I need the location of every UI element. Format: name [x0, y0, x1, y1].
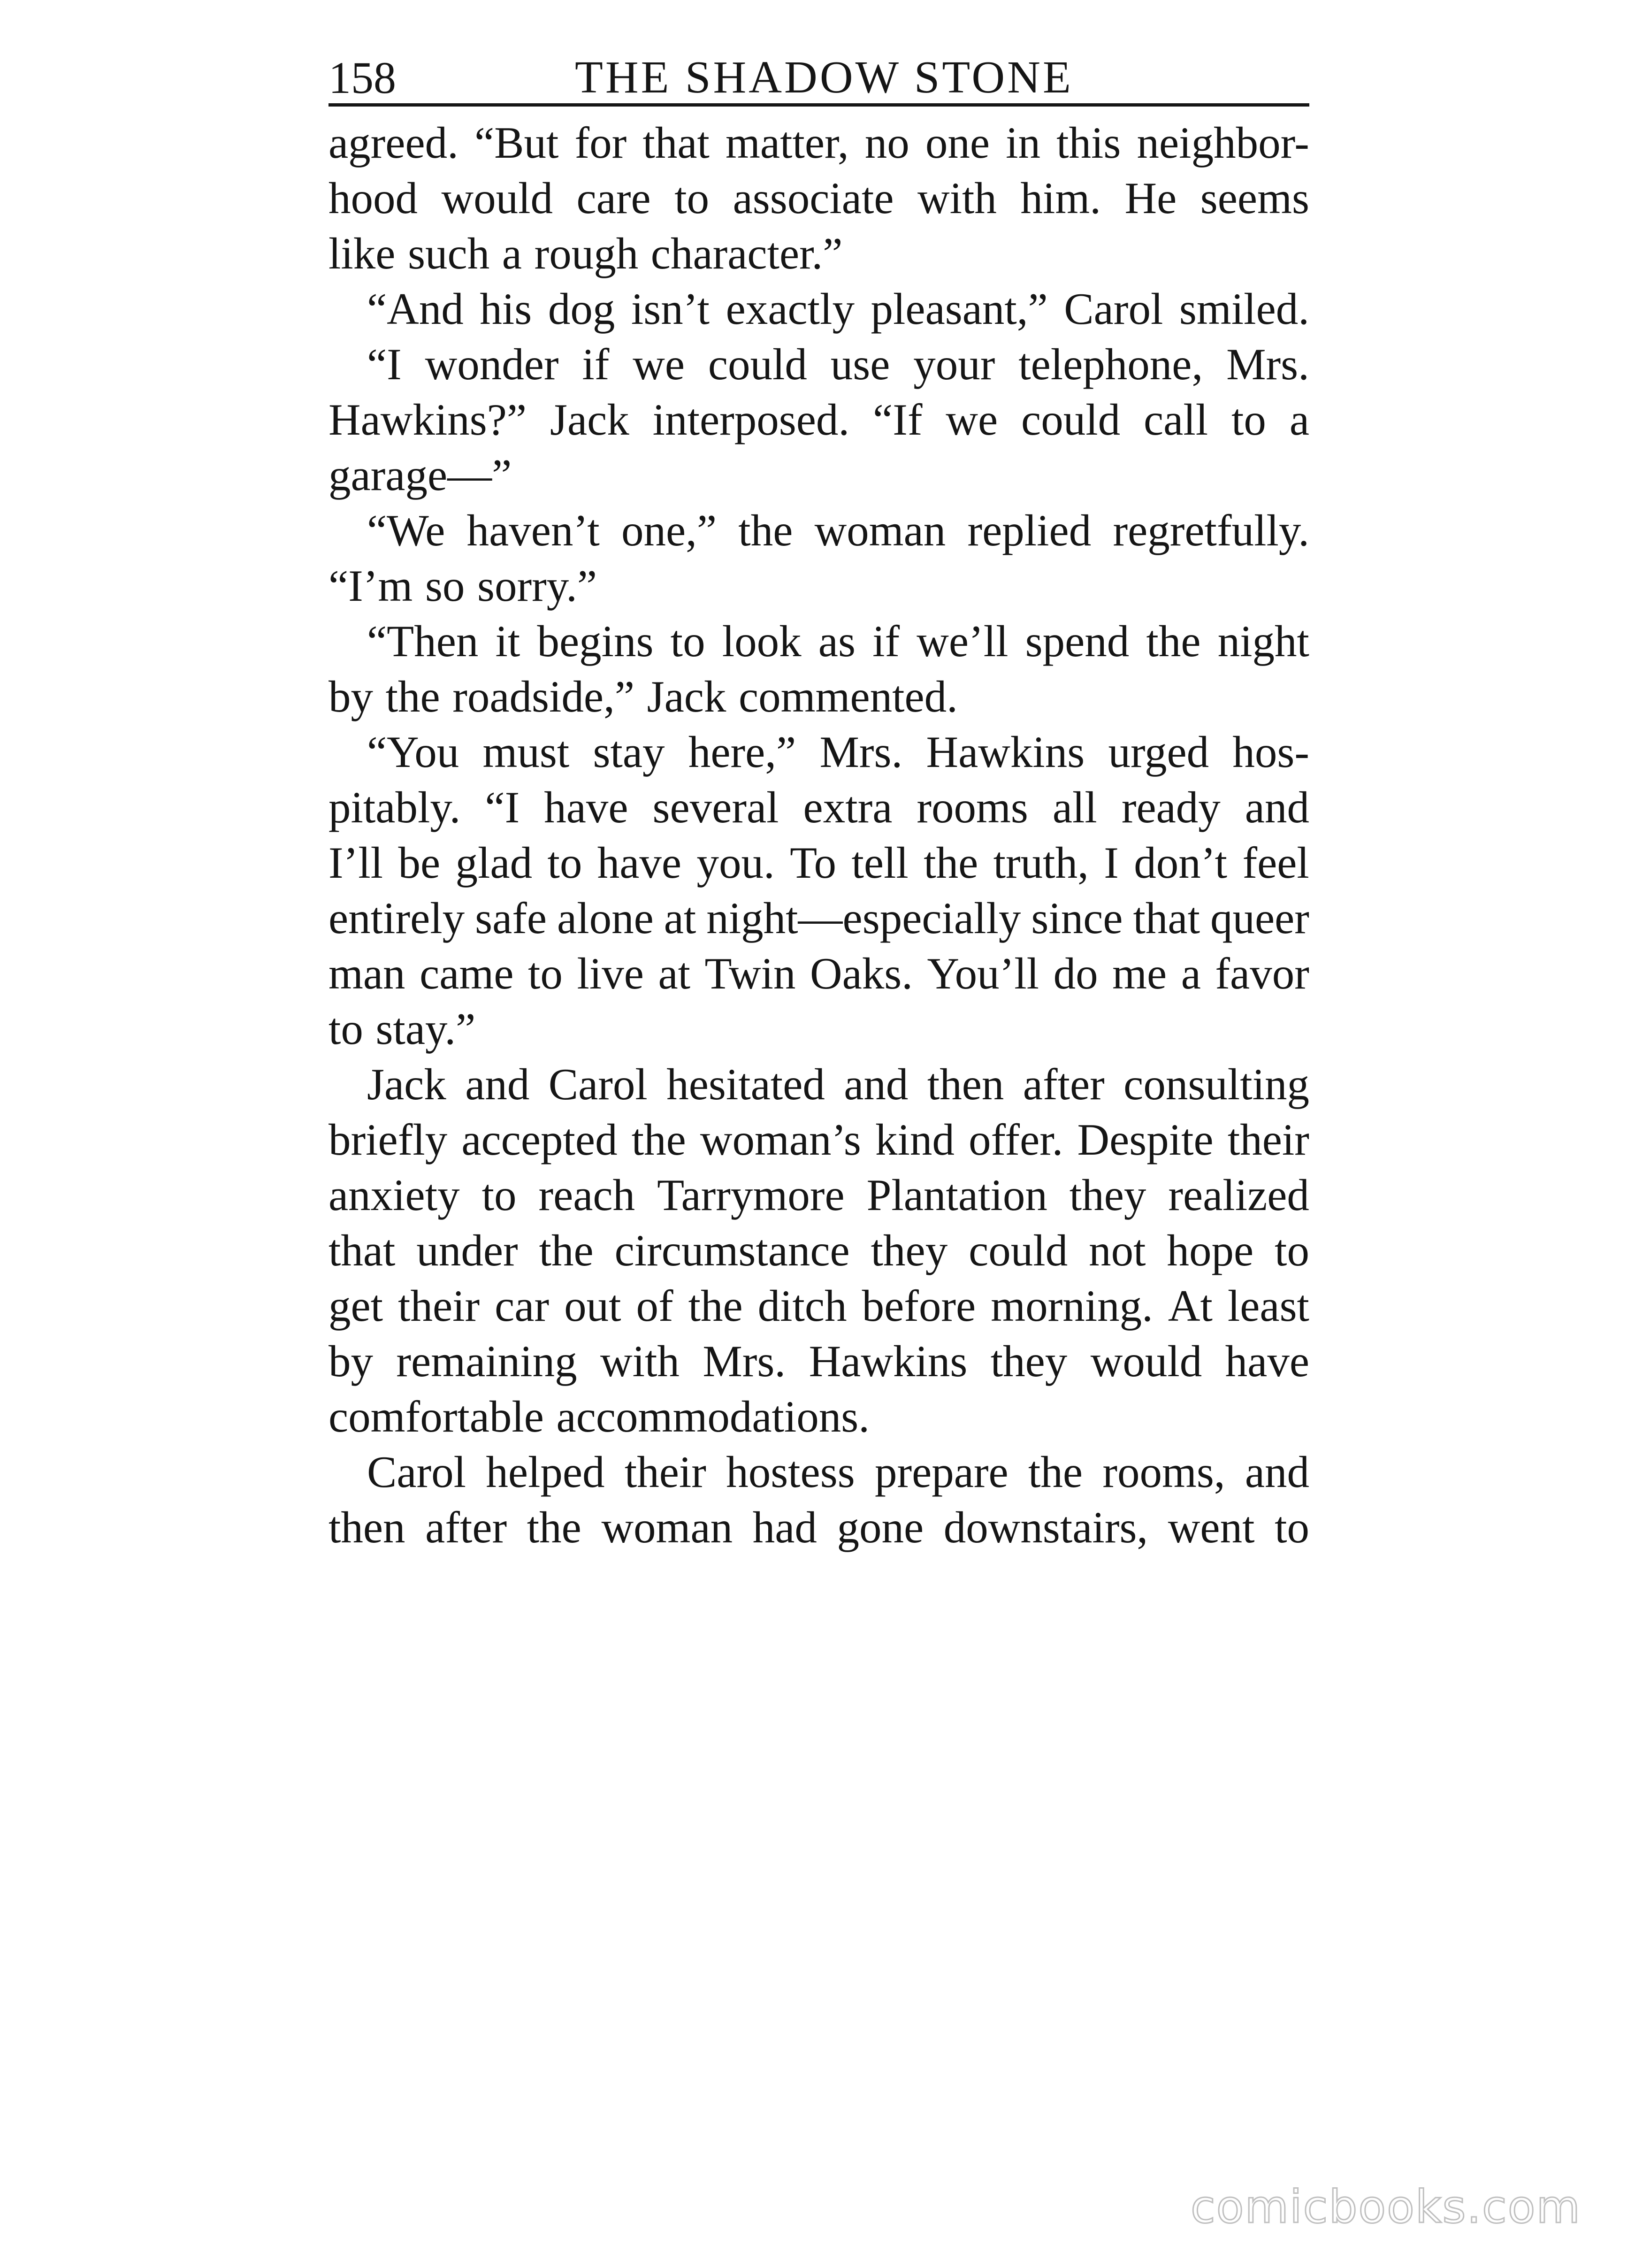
- word: call: [1144, 395, 1208, 444]
- word: at: [664, 893, 696, 943]
- word: glad: [455, 838, 533, 888]
- word: the: [1028, 1447, 1083, 1497]
- word: and: [465, 1059, 530, 1109]
- word: and: [1245, 782, 1309, 832]
- word: At: [1168, 1281, 1213, 1331]
- word: him.: [1020, 173, 1101, 223]
- word: since: [1031, 893, 1123, 943]
- text-line: [329, 1001, 1309, 1057]
- text-line: [329, 890, 1309, 946]
- word: as: [818, 616, 856, 666]
- word: we: [946, 395, 998, 444]
- word: to: [1275, 1502, 1309, 1552]
- word: the: [1146, 616, 1201, 666]
- word: the: [539, 1226, 594, 1275]
- word: to: [528, 949, 563, 998]
- word: a: [1181, 949, 1201, 998]
- word: to: [670, 616, 705, 666]
- text-line: [329, 392, 1309, 447]
- word: a: [502, 229, 522, 278]
- text-line: [329, 1167, 1309, 1223]
- word: such: [408, 229, 490, 278]
- word: matter,: [726, 118, 849, 168]
- word: queer: [1210, 893, 1309, 943]
- word: anxiety: [329, 1170, 460, 1220]
- word: all: [1052, 782, 1097, 832]
- word: so: [425, 561, 465, 611]
- running-head: [329, 45, 1309, 107]
- word: Carol: [548, 1059, 648, 1109]
- word: “But: [474, 118, 559, 168]
- word: went: [1168, 1502, 1255, 1552]
- text-line: [329, 1389, 1309, 1444]
- word: this: [1056, 118, 1121, 168]
- word: Hawkins?”: [329, 395, 527, 444]
- word: Mrs.: [1226, 339, 1309, 389]
- word: ready: [1121, 782, 1221, 832]
- word: they: [990, 1336, 1068, 1386]
- word: stay: [593, 727, 665, 777]
- word: gone: [837, 1502, 924, 1552]
- word: would: [441, 173, 553, 223]
- word: the: [527, 1502, 581, 1552]
- word: replied: [967, 506, 1092, 555]
- word: could: [708, 339, 807, 389]
- word: rooms: [917, 782, 1028, 832]
- word: rough: [534, 229, 639, 278]
- word: with: [917, 173, 997, 223]
- word: comfortable: [329, 1392, 544, 1441]
- word: the: [688, 1281, 743, 1331]
- text-line: [329, 724, 1309, 780]
- word: hesitated: [666, 1059, 825, 1109]
- word: interposed.: [652, 395, 850, 444]
- text-line: [329, 281, 1309, 337]
- word: extra: [803, 782, 893, 832]
- word: favor: [1215, 949, 1309, 998]
- word: at: [658, 949, 691, 998]
- word: Carol: [1064, 284, 1163, 334]
- word: to: [481, 1170, 517, 1220]
- word: pleasant,”: [871, 284, 1048, 334]
- word: their: [1227, 1115, 1309, 1165]
- word: Oaks.: [810, 949, 913, 998]
- word: begins: [537, 616, 654, 666]
- word: if: [582, 339, 610, 389]
- word: woman: [814, 506, 946, 555]
- text-line: [329, 946, 1309, 1001]
- word: Despite: [1077, 1115, 1214, 1165]
- word: of: [636, 1281, 673, 1331]
- word: they: [871, 1226, 948, 1275]
- word: Mrs.: [703, 1336, 786, 1386]
- word: came: [420, 949, 514, 998]
- text-line: [329, 1057, 1309, 1112]
- running-title: THE SHADOW STONE: [575, 52, 1073, 103]
- word: they: [1069, 1170, 1146, 1220]
- word: character.”: [650, 229, 843, 278]
- word: remaining: [396, 1336, 577, 1386]
- word: not: [1089, 1226, 1146, 1275]
- word: accepted: [461, 1115, 618, 1165]
- word: after: [1023, 1059, 1105, 1109]
- word: must: [482, 727, 570, 777]
- word: I’ll: [329, 838, 383, 888]
- word: circumstance: [614, 1226, 850, 1275]
- word: like: [329, 229, 396, 278]
- word: “I: [367, 339, 402, 389]
- text-line: [329, 669, 1309, 724]
- word: exactly: [726, 284, 855, 334]
- word: one,”: [621, 506, 717, 555]
- word: the: [738, 506, 793, 555]
- word: me: [1112, 949, 1167, 998]
- word: that: [642, 118, 710, 168]
- word: get: [329, 1281, 383, 1331]
- word: out: [564, 1281, 621, 1331]
- text-line: [329, 170, 1309, 226]
- word: smiled.: [1179, 284, 1309, 334]
- text-line: [329, 115, 1309, 170]
- word: Jack: [367, 1059, 446, 1109]
- word: woman: [601, 1502, 733, 1552]
- word: the: [631, 1115, 686, 1165]
- word: telephone,: [1018, 339, 1203, 389]
- word: morning.: [991, 1281, 1153, 1331]
- word: that: [1133, 893, 1200, 943]
- text-line: [329, 1333, 1309, 1389]
- word: prepare: [874, 1447, 1009, 1497]
- word: garage—”: [329, 450, 512, 500]
- word: you.: [696, 838, 775, 888]
- word: and: [1245, 1447, 1309, 1497]
- word: hope: [1167, 1226, 1254, 1275]
- word: realized: [1168, 1170, 1309, 1220]
- word: regretfully.: [1113, 506, 1309, 555]
- word: briefly: [329, 1115, 448, 1165]
- text-line: [329, 503, 1309, 558]
- word: for: [574, 118, 627, 168]
- word: to: [329, 1004, 363, 1054]
- word: dog: [548, 284, 615, 334]
- word: in: [1006, 118, 1041, 168]
- word: downstairs,: [943, 1502, 1148, 1552]
- word: stay.”: [375, 1004, 476, 1054]
- word: ditch: [757, 1281, 847, 1331]
- word: He: [1124, 173, 1177, 223]
- word: offer.: [969, 1115, 1063, 1165]
- word: neighbor-: [1137, 118, 1309, 168]
- word: I: [1104, 838, 1119, 888]
- word: agreed.: [329, 118, 458, 168]
- word: Tarrymore: [657, 1170, 845, 1220]
- word: here,”: [688, 727, 796, 777]
- word: “I’m: [329, 561, 413, 611]
- text-line: [329, 337, 1309, 392]
- word: pitably.: [329, 782, 461, 832]
- word: hood: [329, 173, 418, 223]
- word: had: [752, 1502, 817, 1552]
- word: could: [1021, 395, 1121, 444]
- word: have: [544, 782, 628, 832]
- word: that: [329, 1226, 396, 1275]
- word: and: [844, 1059, 909, 1109]
- word: the: [924, 838, 978, 888]
- text-line: [329, 1223, 1309, 1278]
- word: truth,: [993, 838, 1089, 888]
- text-line: [329, 1500, 1309, 1555]
- word: their: [624, 1447, 706, 1497]
- word: hos-: [1232, 727, 1309, 777]
- text-line: [329, 613, 1309, 669]
- word: You’ll: [927, 949, 1039, 998]
- word: safe: [475, 893, 547, 943]
- word: after: [425, 1502, 507, 1552]
- word: then: [329, 1502, 405, 1552]
- word: “I: [485, 782, 520, 832]
- watermark: comicbooks.com: [1190, 2181, 1581, 2233]
- text-line: [329, 835, 1309, 890]
- word: it: [495, 616, 520, 666]
- word: have: [597, 838, 682, 888]
- word: associate: [733, 173, 894, 223]
- word: several: [652, 782, 779, 832]
- word: Jack: [550, 395, 629, 444]
- word: “Then: [367, 616, 479, 666]
- word: “And: [367, 284, 464, 334]
- text-line: [329, 1278, 1309, 1333]
- word: car: [495, 1281, 550, 1331]
- word: commented.: [739, 672, 958, 721]
- word: roadside,”: [452, 672, 634, 721]
- word: to: [1231, 395, 1266, 444]
- word: use: [830, 339, 890, 389]
- word: by: [329, 1336, 373, 1386]
- word: before: [862, 1281, 976, 1331]
- word: alone: [557, 893, 654, 943]
- word: then: [927, 1059, 1004, 1109]
- word: have: [1225, 1336, 1309, 1386]
- word: a: [1289, 395, 1309, 444]
- word: your: [913, 339, 995, 389]
- word: night: [1217, 616, 1309, 666]
- word: feel: [1242, 838, 1309, 888]
- word: Plantation: [866, 1170, 1047, 1220]
- text-line: [329, 1112, 1309, 1167]
- word: To: [790, 838, 837, 888]
- word: his: [480, 284, 532, 334]
- text-line: [329, 780, 1309, 835]
- word: Hawkins: [809, 1336, 968, 1386]
- word: least: [1227, 1281, 1309, 1331]
- word: to: [1275, 1226, 1309, 1275]
- word: Twin: [704, 949, 796, 998]
- word: look: [722, 616, 802, 666]
- word: reach: [538, 1170, 635, 1220]
- word: no: [864, 118, 909, 168]
- word: with: [600, 1336, 680, 1386]
- word: under: [416, 1226, 518, 1275]
- word: do: [1053, 949, 1098, 998]
- word: one: [925, 118, 990, 168]
- word: Hawkins: [926, 727, 1085, 777]
- word: night—especially: [706, 893, 1021, 943]
- word: Mrs.: [819, 727, 903, 777]
- word: live: [577, 949, 644, 998]
- word: spend: [1025, 616, 1130, 666]
- word: if: [872, 616, 900, 666]
- word: to: [547, 838, 582, 888]
- word: isn’t: [631, 284, 710, 334]
- word: their: [398, 1281, 480, 1331]
- text-line: [329, 447, 1309, 503]
- word: we: [633, 339, 685, 389]
- word: accommodations.: [556, 1392, 870, 1441]
- word: kind: [875, 1115, 955, 1165]
- word: by: [329, 672, 373, 721]
- body-text: [329, 115, 1309, 1555]
- word: don’t: [1134, 838, 1228, 888]
- word: helped: [486, 1447, 605, 1497]
- word: the: [385, 672, 440, 721]
- text-line: [329, 558, 1309, 613]
- word: Carol: [367, 1447, 466, 1497]
- word: consulting: [1123, 1059, 1309, 1109]
- word: be: [398, 838, 441, 888]
- word: hostess: [726, 1447, 855, 1497]
- word: wonder: [425, 339, 559, 389]
- word: “You: [367, 727, 459, 777]
- word: we’ll: [917, 616, 1009, 666]
- word: care: [576, 173, 651, 223]
- word: tell: [851, 838, 909, 888]
- word: seems: [1200, 173, 1309, 223]
- text-line: [329, 226, 1309, 281]
- word: sorry.”: [477, 561, 597, 611]
- page-number: 158: [329, 53, 396, 103]
- word: to: [674, 173, 710, 223]
- word: could: [969, 1226, 1068, 1275]
- word: Jack: [647, 672, 726, 721]
- word: “We: [367, 506, 445, 555]
- word: entirely: [329, 893, 465, 943]
- word: would: [1090, 1336, 1202, 1386]
- word: woman’s: [700, 1115, 861, 1165]
- word: haven’t: [466, 506, 600, 555]
- word: rooms,: [1102, 1447, 1225, 1497]
- word: man: [329, 949, 405, 998]
- word: urged: [1108, 727, 1209, 777]
- word: “If: [873, 395, 923, 444]
- text-line: [329, 1444, 1309, 1500]
